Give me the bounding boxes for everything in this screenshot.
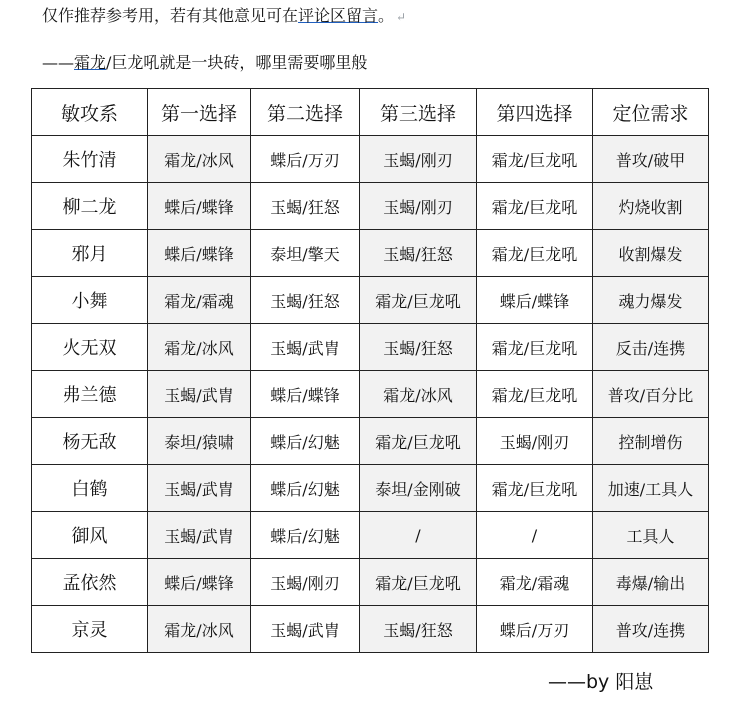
choice-cell: 蝶后/幻魅	[251, 512, 360, 559]
choice-cell: 霜龙/巨龙吼	[477, 371, 593, 418]
intro-brick-text: /巨龙吼就是一块砖，哪里需要哪里般	[106, 53, 368, 72]
choice-cell: 玉蝎/刚刃	[360, 136, 477, 183]
table-header-cell: 定位需求	[593, 89, 709, 136]
character-name-cell: 朱竹清	[32, 136, 148, 183]
table-row	[32, 559, 709, 606]
character-name-cell: 弗兰德	[32, 371, 148, 418]
choice-cell: 蝶后/万刃	[251, 136, 360, 183]
role-requirement-cell: 工具人	[593, 512, 709, 559]
intro-text: 仅作推荐参考用，若有其他意见可在	[42, 6, 299, 25]
character-name-cell: 御风	[32, 512, 148, 559]
character-name-cell: 白鹤	[32, 465, 148, 512]
choice-cell: 玉蝎/狂怒	[360, 606, 477, 653]
table-header-cell: 敏攻系	[32, 89, 148, 136]
choice-cell: 玉蝎/武胄	[148, 512, 251, 559]
table-row	[32, 512, 709, 559]
table-row	[32, 230, 709, 277]
choice-cell: 玉蝎/狂怒	[360, 230, 477, 277]
character-name-cell: 小舞	[32, 277, 148, 324]
choice-cell: 霜龙/巨龙吼	[477, 136, 593, 183]
comment-area-link: 评论区留言	[298, 6, 379, 25]
choice-cell: 玉蝎/武胄	[148, 465, 251, 512]
choice-cell: 霜龙/巨龙吼	[360, 277, 477, 324]
role-requirement-cell: 灼烧收割	[593, 183, 709, 230]
choice-cell: 玉蝎/狂怒	[251, 183, 360, 230]
choice-cell: 玉蝎/狂怒	[360, 324, 477, 371]
choice-cell: 霜龙/冰风	[148, 136, 251, 183]
table-row	[32, 465, 709, 512]
choice-cell: 霜龙/巨龙吼	[360, 559, 477, 606]
choice-cell: 蝶后/幻魅	[251, 418, 360, 465]
table-row	[32, 136, 709, 183]
choice-cell: 霜龙/巨龙吼	[477, 465, 593, 512]
table-row	[32, 606, 709, 653]
role-requirement-cell: 普攻/破甲	[593, 136, 709, 183]
choice-cell: /	[477, 512, 593, 559]
intro-end-punct: 。	[378, 6, 395, 25]
role-requirement-cell: 普攻/连携	[593, 606, 709, 653]
choice-cell: 玉蝎/狂怒	[251, 277, 360, 324]
table-row	[32, 183, 709, 230]
choice-cell: 霜龙/巨龙吼	[477, 183, 593, 230]
choice-cell: 玉蝎/武胄	[251, 324, 360, 371]
table-row	[32, 371, 709, 418]
character-name-cell: 邪月	[32, 230, 148, 277]
choice-cell: 蝶后/幻魅	[251, 465, 360, 512]
choice-cell: 蝶后/蝶锋	[148, 230, 251, 277]
table-header-cell: 第三选择	[360, 89, 477, 136]
choice-cell: 泰坦/金刚破	[360, 465, 477, 512]
frost-dragon-text: 霜龙	[74, 53, 107, 72]
table-header-cell: 第四选择	[477, 89, 593, 136]
character-name-cell: 柳二龙	[32, 183, 148, 230]
role-requirement-cell: 收割爆发	[593, 230, 709, 277]
choice-cell: 玉蝎/刚刃	[251, 559, 360, 606]
role-requirement-cell: 加速/工具人	[593, 465, 709, 512]
role-requirement-cell: 魂力爆发	[593, 277, 709, 324]
choice-cell: 玉蝎/武胄	[148, 371, 251, 418]
role-requirement-cell: 控制增伤	[593, 418, 709, 465]
choice-cell: 玉蝎/刚刃	[360, 183, 477, 230]
choice-cell: 霜龙/霜魂	[477, 559, 593, 606]
role-requirement-cell: 反击/连携	[593, 324, 709, 371]
table-row	[32, 418, 709, 465]
author-signature: ——by 阳崽	[548, 671, 654, 693]
intro-line-1	[42, 6, 406, 27]
choice-cell: 蝶后/万刃	[477, 606, 593, 653]
character-name-cell: 京灵	[32, 606, 148, 653]
intro-line-2	[42, 53, 367, 73]
choice-cell: 霜龙/冰风	[360, 371, 477, 418]
character-name-cell: 杨无敌	[32, 418, 148, 465]
role-requirement-cell: 普攻/百分比	[593, 371, 709, 418]
paragraph-mark-icon: ↵	[396, 10, 407, 24]
choice-cell: 泰坦/猿啸	[148, 418, 251, 465]
choice-cell: 蝶后/蝶锋	[477, 277, 593, 324]
role-requirement-cell: 毒爆/输出	[593, 559, 709, 606]
intro-dash: ——	[42, 53, 74, 72]
table-header-row	[32, 89, 709, 136]
choice-cell: 霜龙/巨龙吼	[360, 418, 477, 465]
choice-cell: 霜龙/冰风	[148, 606, 251, 653]
table-header-cell: 第一选择	[148, 89, 251, 136]
table-header-cell: 第二选择	[251, 89, 360, 136]
character-name-cell: 孟依然	[32, 559, 148, 606]
choice-cell: 泰坦/擎天	[251, 230, 360, 277]
character-name-cell: 火无双	[32, 324, 148, 371]
table-row	[32, 324, 709, 371]
choice-cell: 玉蝎/武胄	[251, 606, 360, 653]
choice-cell: 霜龙/霜魂	[148, 277, 251, 324]
choice-cell: /	[360, 512, 477, 559]
recommendation-table	[31, 88, 709, 653]
choice-cell: 玉蝎/刚刃	[477, 418, 593, 465]
choice-cell: 蝶后/蝶锋	[148, 183, 251, 230]
choice-cell: 蝶后/蝶锋	[251, 371, 360, 418]
choice-cell: 霜龙/巨龙吼	[477, 324, 593, 371]
choice-cell: 霜龙/冰风	[148, 324, 251, 371]
table-row	[32, 277, 709, 324]
choice-cell: 蝶后/蝶锋	[148, 559, 251, 606]
choice-cell: 霜龙/巨龙吼	[477, 230, 593, 277]
